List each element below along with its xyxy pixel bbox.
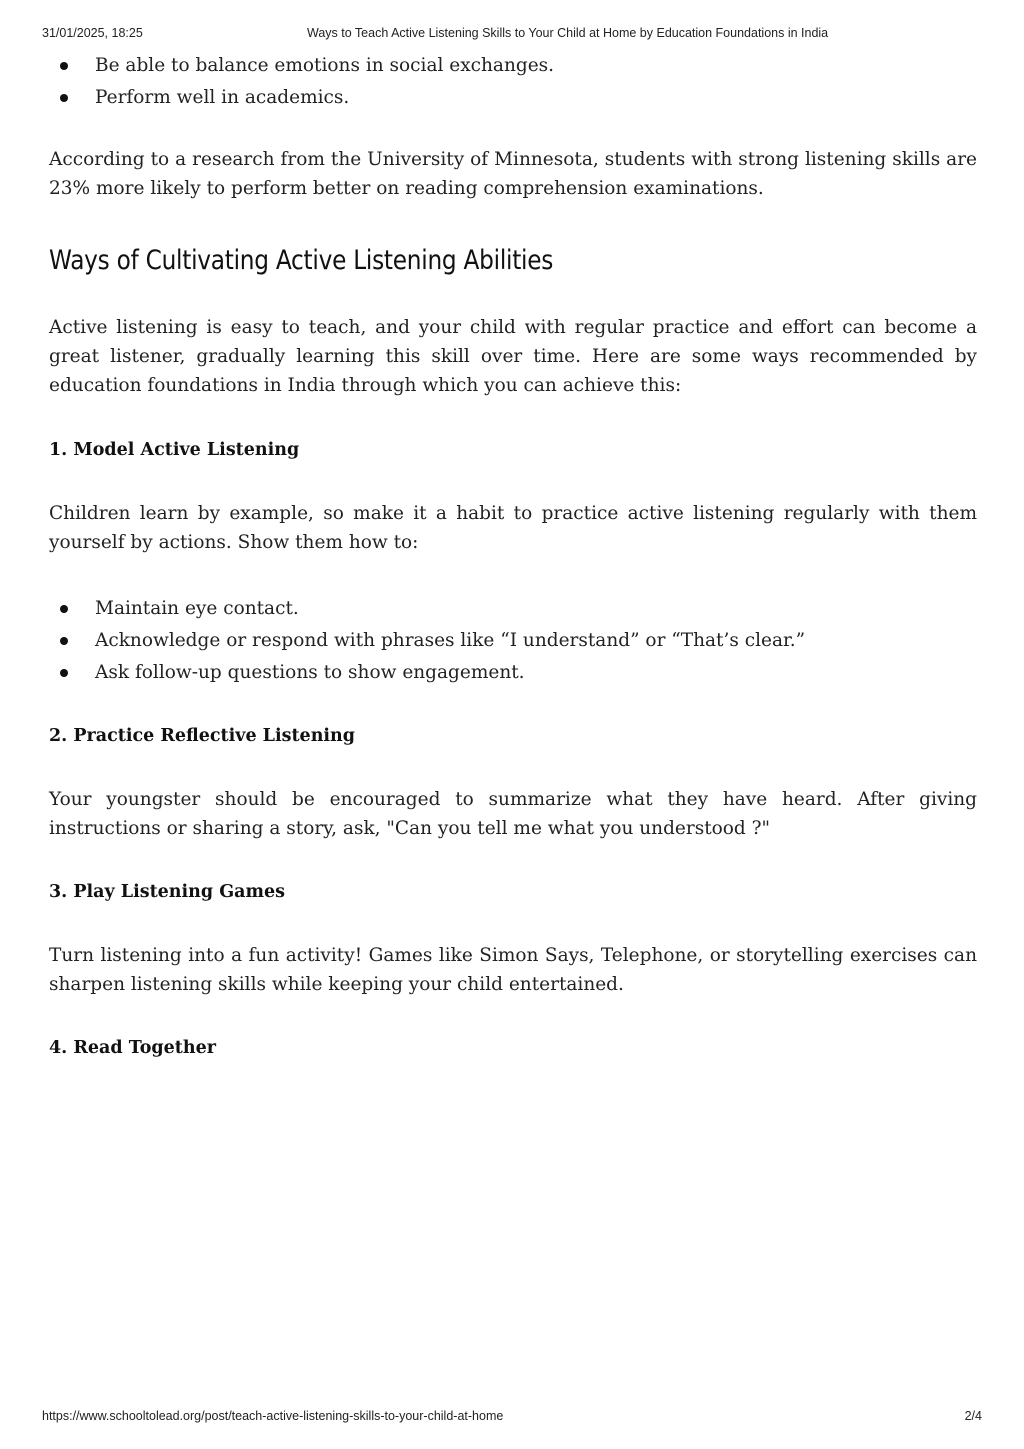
section-intro-paragraph: Active listening is easy to teach, and your child with regular practice and effort can become a great listener, gradually learning this skill over time. Here are some ways recommended by education foundations in India through which you can achieve this: [49,317,977,396]
step-1-heading: 1. Model Active Listening [49,440,300,460]
list-item-text: Be able to balance emotions in social exchanges. [95,55,555,76]
step-2-heading: 2. Practice Reflective Listening [49,726,356,746]
print-datetime: 31/01/2025, 18:25 [42,26,143,40]
intro-bullet-list [49,50,977,114]
bullet-icon [60,637,68,645]
print-header [42,26,982,44]
page-url: https://www.schooltolead.org/post/teach-active-listening-skills-to-your-child-at-home [42,1409,504,1423]
list-item-text: Ask follow-up questions to show engagement. [95,662,525,683]
list-item [49,625,977,657]
step-3-heading: 3. Play Listening Games [49,882,286,902]
list-item [49,657,977,689]
list-item [49,593,977,625]
page-number: 2/4 [964,1409,982,1423]
list-item-text: Maintain eye contact. [95,598,299,619]
section-heading: Ways of Cultivating Active Listening Abilities [49,245,554,276]
bullet-icon [60,669,68,677]
print-footer [42,1409,982,1427]
print-document-title: Ways to Teach Active Listening Skills to Your Child at Home by Education Foundations in India [307,26,829,40]
bullet-icon [60,605,68,613]
article-content [49,50,977,1062]
research-paragraph: According to a research from the University of Minnesota, students with strong listening skills are 23% more likely to perform better on reading comprehension examinations. [49,149,977,199]
step-4-heading: 4. Read Together [49,1038,216,1058]
list-item [49,50,977,82]
step-1-bullet-list [49,593,977,689]
list-item-text: Acknowledge or respond with phrases like “I understand” or “That’s clear.” [95,630,806,651]
step-2-paragraph: Your youngster should be encouraged to summarize what they have heard. After giving instructions or sharing a story, ask, "Can you tell me what you understood ?" [49,789,977,839]
bullet-icon [60,62,68,70]
step-1-paragraph: Children learn by example, so make it a habit to practice active listening regularly with them yourself by actions. Show them how to: [49,503,977,553]
bullet-icon [60,94,68,102]
step-3-paragraph: Turn listening into a fun activity! Games like Simon Says, Telephone, or storytelling exercises can sharpen listening skills while keeping your child entertained. [49,945,977,995]
list-item [49,82,977,114]
list-item-text: Perform well in academics. [95,87,350,108]
